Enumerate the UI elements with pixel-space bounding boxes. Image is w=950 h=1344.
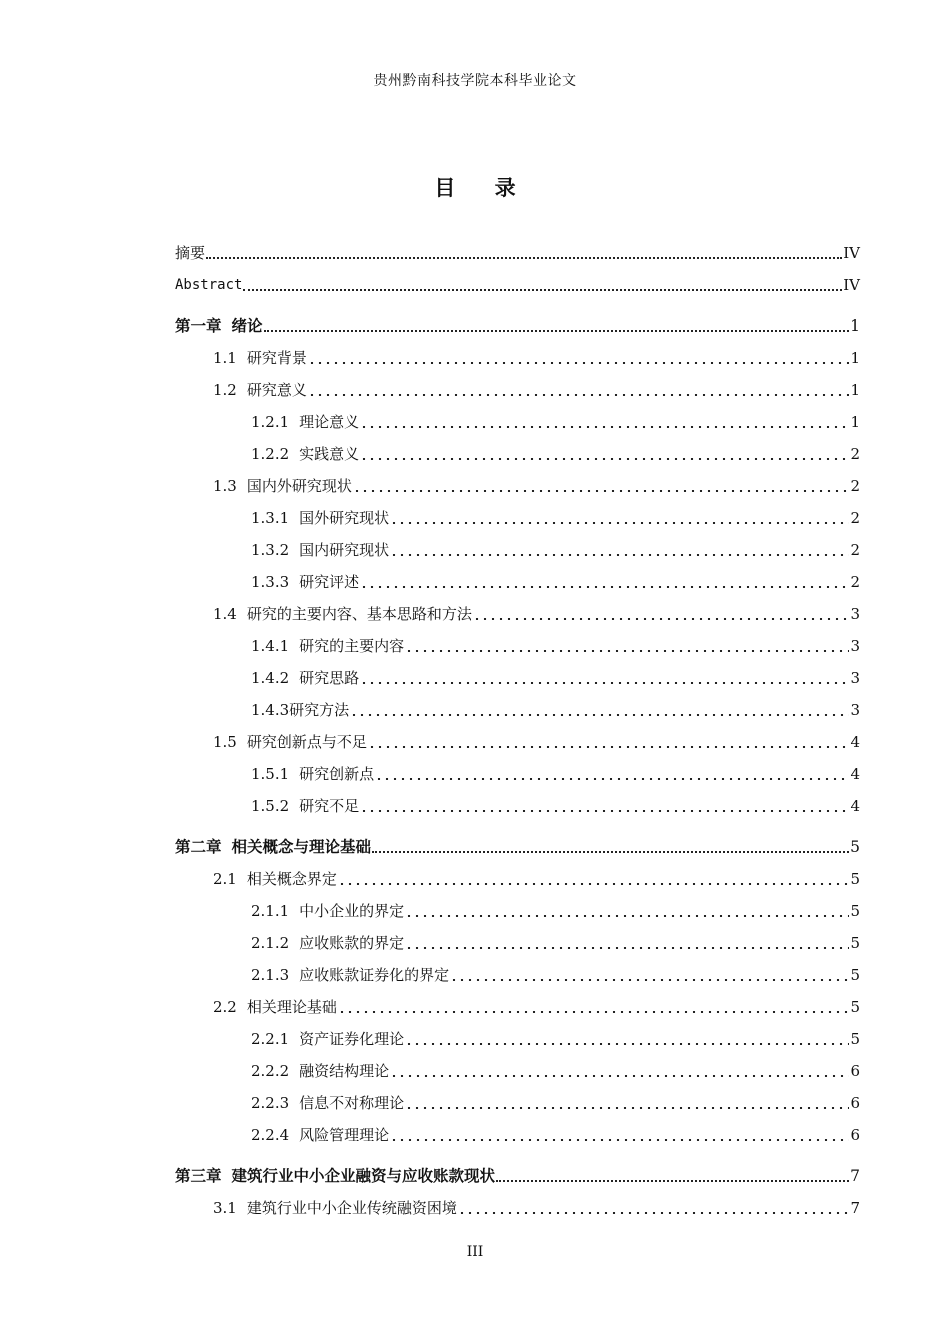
- toc-entry-label: [213, 998, 337, 1016]
- toc-entry-label: [251, 1126, 389, 1144]
- toc-entry[interactable]: [175, 236, 860, 262]
- toc-entry-page: 2: [850, 541, 860, 559]
- dot-leader: [206, 244, 842, 262]
- dot-leader: [390, 509, 849, 527]
- toc-entry-number: 1.1: [213, 349, 237, 367]
- toc-entry-label: [251, 1062, 389, 1080]
- dot-leader: [458, 1199, 850, 1217]
- toc-entry-number: 1.3.2: [251, 541, 290, 559]
- toc-entry[interactable]: [251, 565, 860, 591]
- toc-entry[interactable]: [175, 268, 860, 294]
- toc-entry-page: 3: [850, 701, 860, 719]
- toc-entry[interactable]: [251, 958, 860, 984]
- toc-entry-label: [213, 870, 337, 888]
- toc-entry-page: 6: [850, 1062, 860, 1080]
- dot-leader: [353, 477, 850, 495]
- toc-title: 目 录: [434, 176, 532, 200]
- toc-entry-text: 建筑行业中小企业传统融资困境: [246, 1199, 457, 1217]
- dot-leader: [360, 573, 849, 591]
- toc-entry-label: [213, 1199, 457, 1217]
- dot-leader: [390, 541, 849, 559]
- toc-entry[interactable]: [213, 862, 860, 888]
- dot-leader: [372, 838, 849, 856]
- toc-entry-page: 2: [850, 509, 860, 527]
- toc-entry[interactable]: [213, 1191, 860, 1217]
- dot-leader: [450, 966, 849, 984]
- toc-entry-number: 1.4.1: [251, 637, 290, 655]
- toc-entry-text: 应收账款的界定: [299, 934, 405, 952]
- toc-entry-page: 2: [850, 477, 860, 495]
- dot-leader: [405, 934, 849, 952]
- toc-entry-page: 6: [850, 1094, 860, 1112]
- dot-leader: [405, 637, 849, 655]
- toc-entry-label: [213, 381, 307, 399]
- dot-leader: [360, 669, 849, 687]
- toc-entry-number: 第三章: [175, 1167, 222, 1185]
- toc-entry-number: 2.2: [213, 998, 237, 1016]
- toc-entry[interactable]: [213, 341, 860, 367]
- toc-entry-number: 2.2.1: [251, 1030, 290, 1048]
- toc-entry-label: [251, 1094, 404, 1112]
- toc-entry-label: [251, 541, 389, 559]
- dot-leader: [338, 998, 850, 1016]
- toc-entry-text: 相关理论基础: [246, 998, 337, 1016]
- toc-entry-number: 2.2.3: [251, 1094, 290, 1112]
- toc-entry[interactable]: [251, 405, 860, 431]
- toc-entry-label: [251, 797, 359, 815]
- toc-entry[interactable]: [251, 1118, 860, 1144]
- toc-entry-text: 风险管理理论: [299, 1126, 390, 1144]
- toc-entry[interactable]: [251, 533, 860, 559]
- dot-leader: [375, 765, 849, 783]
- dot-leader: [264, 317, 850, 335]
- toc-entry-label: [251, 573, 359, 591]
- toc-entry-page: 3: [850, 637, 860, 655]
- toc-entry-label: [251, 902, 404, 920]
- toc-entry-label: [251, 934, 404, 952]
- toc-entry-number: 2.1: [213, 870, 237, 888]
- toc-entry-text: 1.4.3研究方法: [251, 701, 350, 719]
- toc-entry-number: 1.3.1: [251, 509, 290, 527]
- page-number: III: [466, 1244, 484, 1260]
- toc-entry-text: 研究评述: [299, 573, 360, 591]
- toc-entry-text: 绪论: [231, 317, 263, 335]
- toc-entry-text: 国外研究现状: [299, 509, 390, 527]
- toc-entry-label: [213, 477, 352, 495]
- toc-entry-page: 5: [850, 870, 860, 888]
- toc-entry-page: 5: [850, 1030, 860, 1048]
- toc-entry-page: 2: [850, 445, 860, 463]
- toc-entry[interactable]: [251, 789, 860, 815]
- toc-entry-page: 3: [850, 669, 860, 687]
- toc-entry-text: 国内研究现状: [299, 541, 390, 559]
- dot-leader: [360, 445, 849, 463]
- toc-entry-page: 4: [850, 733, 860, 751]
- toc-entry-number: 1.3: [213, 477, 237, 495]
- toc-entry-text: 应收账款证券化的界定: [299, 966, 450, 984]
- toc-entry-page: 5: [850, 998, 860, 1016]
- toc-entry-page: 6: [850, 1126, 860, 1144]
- toc-entry-page: 1: [850, 317, 860, 335]
- toc-entry-label: [175, 1167, 495, 1185]
- toc-entry[interactable]: [213, 469, 860, 495]
- toc-entry-text: 研究创新点与不足: [246, 733, 367, 751]
- toc-entry-number: 第一章: [175, 317, 222, 335]
- toc-entry-number: 2.1.1: [251, 902, 290, 920]
- toc-entry[interactable]: [213, 990, 860, 1016]
- toc-entry-page: 7: [850, 1199, 860, 1217]
- toc-entry-number: 1.2.2: [251, 445, 290, 463]
- dot-leader: [405, 1030, 849, 1048]
- toc-entry-text: 相关概念与理论基础: [231, 838, 372, 856]
- dot-leader: [473, 605, 850, 623]
- toc-entry[interactable]: [251, 437, 860, 463]
- toc-entry-page: 3: [850, 605, 860, 623]
- toc-entry-label: [251, 966, 449, 984]
- toc-entry-label: [213, 733, 367, 751]
- toc-entry-page: 5: [850, 838, 860, 856]
- toc-entry-number: 2.1.3: [251, 966, 290, 984]
- dot-leader: [308, 381, 850, 399]
- toc-entry-number: 2.2.2: [251, 1062, 290, 1080]
- toc-entry[interactable]: [251, 693, 860, 719]
- toc-entry[interactable]: [251, 1054, 860, 1080]
- toc-entry[interactable]: [251, 501, 860, 527]
- toc-entry-text: 国内外研究现状: [246, 477, 352, 495]
- toc-entry-number: 3.1: [213, 1199, 237, 1217]
- toc-entry[interactable]: [251, 629, 860, 655]
- toc-entry[interactable]: [251, 1086, 860, 1112]
- toc-entry-page: 5: [850, 966, 860, 984]
- toc-entry-label: [251, 669, 359, 687]
- toc-entry[interactable]: [213, 725, 860, 751]
- toc-entry[interactable]: [213, 597, 860, 623]
- toc-entry-text: 研究不足: [299, 797, 360, 815]
- toc-entry-label: [251, 445, 359, 463]
- toc-entry-page: 5: [850, 934, 860, 952]
- toc-entry-page: 7: [850, 1167, 860, 1185]
- toc-entry-label: [175, 244, 205, 262]
- toc-entry-label: [213, 605, 472, 623]
- dot-leader: [496, 1167, 849, 1185]
- toc-entry-text: Abstract: [175, 277, 243, 293]
- toc-entry-number: 1.5.1: [251, 765, 290, 783]
- dot-leader: [308, 349, 850, 367]
- toc-entry-text: 研究意义: [246, 381, 307, 399]
- toc-entry-page: 4: [850, 797, 860, 815]
- toc-entry-number: 1.2.1: [251, 413, 290, 431]
- toc-entry[interactable]: [251, 1022, 860, 1048]
- dot-leader: [405, 1094, 849, 1112]
- toc-entry-label: [251, 413, 359, 431]
- dot-leader: [350, 701, 849, 719]
- toc-entry-text: 研究背景: [246, 349, 307, 367]
- toc-entry-text: 研究创新点: [299, 765, 375, 783]
- toc-entry-number: 2.1.2: [251, 934, 290, 952]
- toc-entry-label: [175, 838, 371, 856]
- toc-entry-text: 建筑行业中小企业融资与应收账款现状: [231, 1167, 496, 1185]
- toc-entry-number: 1.3.3: [251, 573, 290, 591]
- toc-entry-label: [251, 701, 349, 719]
- toc-entry-page: IV: [843, 244, 860, 262]
- toc-entry[interactable]: [251, 926, 860, 952]
- toc-entry-text: 研究的主要内容、基本思路和方法: [246, 605, 472, 623]
- toc-entry-text: 理论意义: [299, 413, 360, 431]
- toc-entry[interactable]: [251, 757, 860, 783]
- dot-leader: [338, 870, 850, 888]
- toc-entry-text: 研究的主要内容: [299, 637, 405, 655]
- toc-entry-text: 信息不对称理论: [299, 1094, 405, 1112]
- dot-leader: [368, 733, 850, 751]
- dot-leader: [390, 1062, 849, 1080]
- dot-leader: [360, 413, 849, 431]
- toc-entry[interactable]: [251, 661, 860, 687]
- toc-entry-number: 1.2: [213, 381, 237, 399]
- toc-entry-number: 1.4.2: [251, 669, 290, 687]
- toc-entry-number: 1.5: [213, 733, 237, 751]
- toc-entry[interactable]: [251, 894, 860, 920]
- toc-entry-page: 4: [850, 765, 860, 783]
- toc-entry-text: 相关概念界定: [246, 870, 337, 888]
- toc-entry-label: [251, 637, 404, 655]
- toc-entry[interactable]: [213, 373, 860, 399]
- toc-entry-text: 融资结构理论: [299, 1062, 390, 1080]
- dot-leader: [360, 797, 849, 815]
- toc-entry[interactable]: [175, 1159, 860, 1185]
- toc-entry-number: 1.5.2: [251, 797, 290, 815]
- toc-entry-text: 中小企业的界定: [299, 902, 405, 920]
- toc-entry-text: 资产证券化理论: [299, 1030, 405, 1048]
- toc-entry-label: [251, 1030, 404, 1048]
- toc-entry-page: 2: [850, 573, 860, 591]
- toc-entry-page: 1: [850, 413, 860, 431]
- toc-entry-number: 1.4: [213, 605, 237, 623]
- toc-entry-label: [213, 349, 307, 367]
- toc-entry-text: 实践意义: [299, 445, 360, 463]
- toc-entry-page: 1: [850, 349, 860, 367]
- toc-entry-page: 5: [850, 902, 860, 920]
- toc-entry[interactable]: [175, 830, 860, 856]
- toc-entry-label: [175, 276, 242, 294]
- toc-entry[interactable]: [175, 309, 860, 335]
- running-header: 贵州黔南科技学院本科毕业论文: [373, 73, 577, 89]
- toc-entry-label: [175, 317, 263, 335]
- toc-entry-text: 研究思路: [299, 669, 360, 687]
- dot-leader: [390, 1126, 849, 1144]
- toc-entry-page: IV: [843, 276, 860, 294]
- dot-leader: [243, 276, 842, 294]
- toc-entry-number: 2.2.4: [251, 1126, 290, 1144]
- toc-entry-text: 摘要: [175, 244, 206, 262]
- toc-entry-label: [251, 765, 374, 783]
- toc-entry-number: 第二章: [175, 838, 222, 856]
- toc-entry-label: [251, 509, 389, 527]
- dot-leader: [405, 902, 849, 920]
- toc-entry-page: 1: [850, 381, 860, 399]
